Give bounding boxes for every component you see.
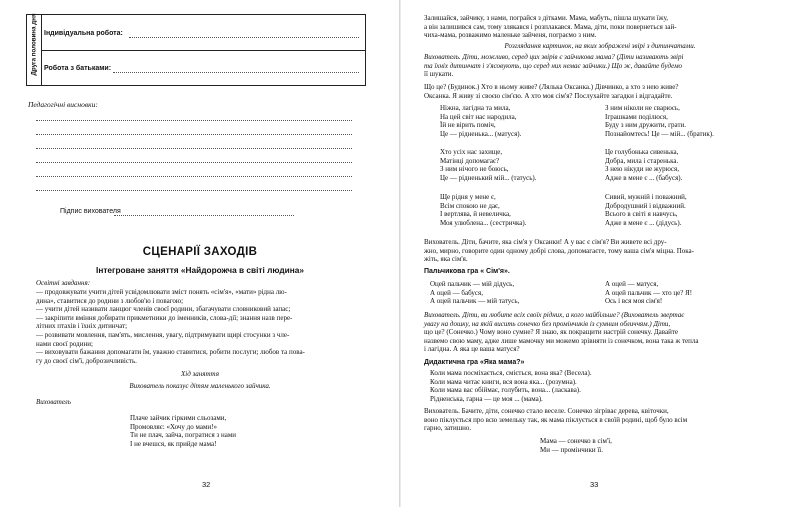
riddle-line: Добродушний і відважний. [605,201,686,210]
riddle-line: Їй не вірить поміч, [440,121,496,130]
finger-poem-right [605,280,692,306]
paragraph-4 [424,238,782,264]
plan-side-cell [27,15,42,85]
lesson-title: Інтегроване заняття «Найдорожча в світі людина» [96,265,304,275]
text-line: Що це? (Будинок.) Хто в ньому живе? (Лялька Оксанка.) Дівчинко, а хто з нею живе? [424,83,679,91]
poem-line: А оцей пальчик — мій татусь, [430,297,520,306]
parents-work-label: Робота з батьками: [44,65,112,72]
riddle-2-left [440,148,536,182]
signature-line [114,215,294,216]
text-line: що це? (Сонечко.) Чому воно сумне? Я знаю, як покращити настрій сонечку. Давайте [424,328,678,337]
text-line: чиха-мама, розважимо маленьке зайченя, пограємо з ним. [424,31,597,40]
poem-line: А оцей — матуся, [605,280,659,288]
riddle-line: На цей світ нас народила, [440,112,517,121]
poem-line: Ти не плач, зайча, погратися з нами [130,431,237,440]
right-page [400,0,800,507]
poem-line: Ось і вся моя сім'я! [605,297,663,306]
poem-line: Оцей пальчик — мій дідусь, [430,280,515,288]
text-line: Вихователь. Діти, ви любите всіх своїх рідних, а кого найбільше? (Вихователь звертає [424,311,685,319]
riddle-line: Познайомтесь! Це — мій... (братик). [605,129,714,138]
individual-work-label: Індивідуальна робота: [44,30,123,37]
riddle-line: Ще рідня у мене є, [440,193,496,201]
poem-line: Коли мама посміхається, сміється, вона яка? (Весела). [430,369,592,377]
text-line: Вихователь. Бачите, діти, сонечко стало веселе. Сонечко зігріває дерева, квіточки, [424,407,669,415]
fill-line [36,148,352,149]
riddle-line: Це голубонька сивенька, [605,148,679,156]
riddle-line: Адже в мене є ... (дідусь). [605,218,682,227]
poem-line: А оцей — бабуся, [430,288,483,297]
goals-list [36,288,372,365]
fill-line [36,120,352,121]
goal-line: літних птахів і їхніх дитинчат; [36,322,128,331]
riddle-3-right [605,193,687,227]
goal-line: нами своєї родини; [36,339,93,348]
poem-line: Плаче зайчик гіркими сльозами, [130,414,227,422]
text-line: жно, мирно, говорите один одному добрі слова, допомагаєте, тому ваша сім'я міцна. Пока- [424,246,694,255]
goal-line: — продовжувати учити дітей усвідомлювати зміст понять «сім'я», «мати» рідна лю- [36,288,287,296]
page-number: 32 [202,480,211,489]
text-line: воно піклується про всю земельку так, як мама піклується в своїй родині, щоб було всім [424,415,688,424]
text-line: Оксанка. Я живу зі своєю сім'єю. А хто моя сім'я? Послухайте загадки і відгадайте. [424,91,673,100]
text-line: увагу на дошку, на якій висить сонечко без промінчиків із сумним обличчям.) Діти, [424,319,671,328]
didactic-lines [430,369,592,403]
text-line: Вихователь. Діти, можливо, серед цих звірів є зайчикова мама? (Діти називають звірі [424,53,684,61]
didactic-game-title: Дидактична гра «Яка мама?» [424,359,525,366]
poem-line: Коли мама читає книги, вся вона яка... (розумна). [430,377,577,386]
riddle-line: Сивий, мужній і поважний, [605,193,687,201]
riddle-line: І вертлява, й невеличка, [440,210,511,219]
fill-line [113,72,359,73]
text-line: її шукати. [424,70,454,79]
poem-line: Мама — сонечко в сім'ї, [540,437,612,445]
text-line: і лагідна. А яка це ваша матуся? [424,345,520,354]
text-line: гарно, затишно. [424,424,472,433]
zaychik-poem [130,414,236,448]
ped-conclusions-label: Педагогічні висновки: [28,100,98,109]
riddle-line: Ніжна, лагідна та мила, [440,104,511,112]
riddle-line: Моя улюблена... (сестричка). [440,218,527,227]
paragraph-2 [424,53,782,79]
text-line: Вихователь. Діти, бачите, яка сім'я у Оксанки! А у вас є сім'я? Ви живете всі дру- [424,238,667,246]
goal-line: гу до своєї сім'ї, доброзичливість. [36,356,137,365]
poem-line: Промовляє: «Хочу до мами!» [130,422,217,431]
riddle-1-left [440,104,521,138]
goal-line: — учити дітей називати ланцюг членів своєї родини, збагачувати словниковий запас; [36,305,291,314]
riddle-line: Всього в світі я навчусь, [605,210,678,219]
riddle-line: Це — рідненька... (матуся). [440,129,522,138]
poem-line: Коли мама вас обіймає, голубить, вона... (ласкава). [430,386,581,395]
parents-work-row [41,50,365,85]
goal-line: дина», ставитися до родини з любов'ю і повагою; [36,296,184,305]
riddle-line: З нею нікуди не журюся, [605,165,679,174]
riddle-line: Адже в мене є ... (бабуся). [605,173,683,182]
page-number: 33 [590,480,599,489]
goals-label: Освітні завдання: [36,279,91,287]
paragraph-6 [424,407,782,433]
text-line: та їхніх дитинчат і з'ясовують, що серед них немає зайчики.) Що ж, давайте будемо [424,61,683,70]
riddle-line: Добра, мила і старенька. [605,156,679,165]
educator-label: Вихователь [36,398,71,406]
signature-label: Підпис вихователя [60,208,121,215]
riddle-line: Матінці допомагає? [440,156,500,165]
fill-line [36,134,352,135]
paragraph-5 [424,311,782,354]
text-line: Залишайся, зайчику, з нами, пограйся з дітками. Мама, мабуть, пішла шукати їжу, [424,14,669,22]
section-title: СЦЕНАРІЇ ЗАХОДІВ [142,246,258,258]
plan-table [26,14,366,86]
side-label: Друга половина дня [30,13,38,76]
fill-line [36,176,352,177]
paragraph-3 [424,83,782,100]
riddle-line: Це — рідненький мій... (татусь). [440,173,537,182]
pictures-note: Розглядання картинок, на яких зображені звірі з дитинчатами. [504,42,696,50]
riddle-line: З ним ніколи не сварюсь, [605,104,680,112]
finger-poem-left [430,280,519,306]
goal-line: — розвивати мовлення, пам'ять, мислення, увагу, підтримувати щирі стосунки з чле- [36,330,290,339]
goal-line: — виховувати бажання допомагати їм, уважно ставитися, робити послуги; любов та пова- [36,348,305,357]
riddle-2-right [605,148,682,182]
riddle-3-left [440,193,526,227]
poem-line: А оцей пальчик — хто це? Я! [605,288,693,297]
intro-paragraph [424,14,782,40]
fill-line [129,37,359,38]
riddle-line: Хто усіх нас захище, [440,148,503,156]
poem-line: І не вчешся, як прийде мама! [130,439,217,448]
riddle-line: Всім спокою не дає, [440,201,500,210]
course-note: Вихователь показує дітям маленького зайчика. [129,382,271,390]
riddle-1-right [605,104,714,138]
text-line: назвемо свою маму, адже лише мамочку ми можемо зрівняти із сонечком, вона така ж тепла [424,336,699,345]
poem-line: Ми — промінчики її. [540,445,604,454]
finger-game-title: Пальчикова гра « Сім'я». [424,268,510,275]
course-title: Хід заняття [181,370,219,378]
riddle-line: Іграшками поділюся, [605,112,668,121]
individual-work-row [41,15,365,51]
final-poem [540,437,612,454]
fill-line [36,190,352,191]
text-line: жіть, яка сім'я. [424,255,468,264]
text-line: а він залишився сам, тому злякався і розплакався. Мама, діти, поки повернеться зай- [424,22,677,31]
fill-line [36,162,352,163]
goal-line: — закріпити вміння добирати прикметники до іменників, слова-дії; знання назв пере- [36,313,293,322]
riddle-line: Буду з ним дружити, грати. [605,121,687,130]
poem-line: Рідненська, гарна — це моя ... (мама). [430,394,543,403]
riddle-line: З ним нічого не боюсь, [440,165,509,174]
